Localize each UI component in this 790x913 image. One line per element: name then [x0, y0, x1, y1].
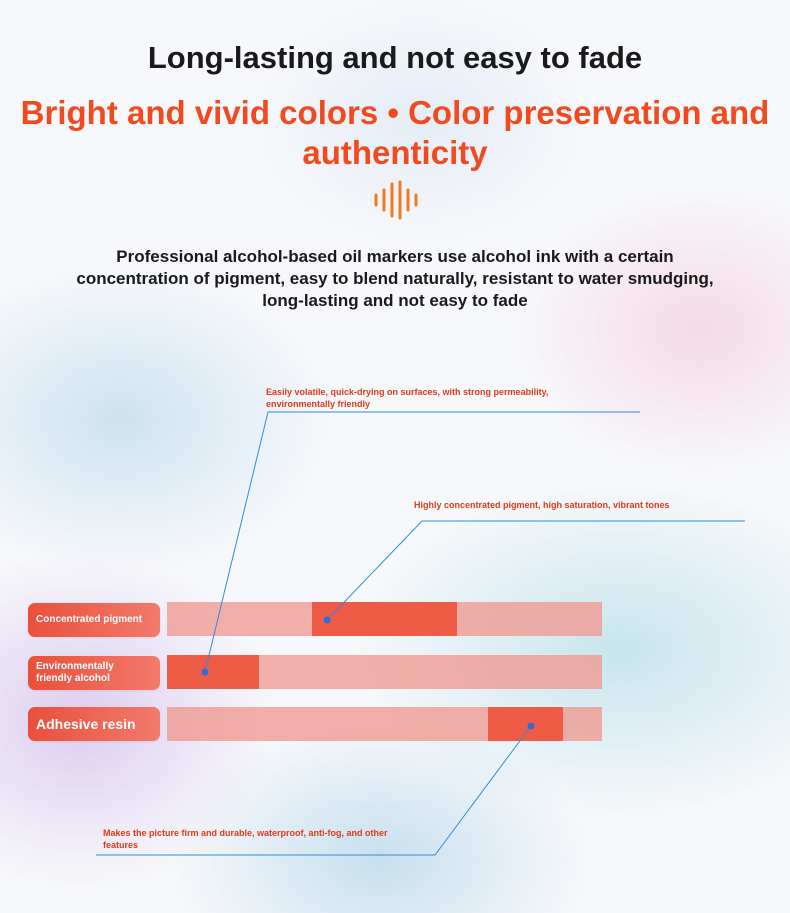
bar-highlight-alcohol — [167, 655, 259, 689]
label-text: Concentrated pigment — [36, 614, 143, 625]
label-concentrated-pigment — [28, 603, 160, 637]
bar-highlight-pigment — [312, 602, 457, 636]
subheadline: Bright and vivid colors • Color preservation and authenticity — [20, 94, 770, 171]
headline: Long-lasting and not easy to fade — [147, 40, 643, 75]
bar-highlight-resin — [488, 707, 563, 741]
description: Professional alcohol-based oil markers use alcohol ink with a certain concentration of pigment, easy to blend naturally, resistant to water smudging, long-lasting and not easy to fade — [76, 247, 714, 310]
label-environmentally-friendly-alcohol — [28, 656, 160, 690]
bar-track-pigment — [167, 602, 602, 636]
note-pigment: Highly concentrated pigment, high saturation, vibrant tones — [414, 500, 670, 510]
bar-track-alcohol — [167, 655, 602, 689]
label-text: Adhesive resin — [36, 716, 136, 732]
sound-wave-icon — [372, 180, 420, 220]
note-alcohol: Easily volatile, quick-drying on surfaces, with strong permeability, environmentally friendly — [266, 387, 549, 409]
note-resin: Makes the picture firm and durable, waterproof, anti-fog, and other features — [103, 828, 388, 850]
label-adhesive-resin — [28, 707, 160, 741]
bar-track-resin — [167, 707, 602, 741]
label-text: Environmentally friendly alcohol — [36, 661, 114, 684]
